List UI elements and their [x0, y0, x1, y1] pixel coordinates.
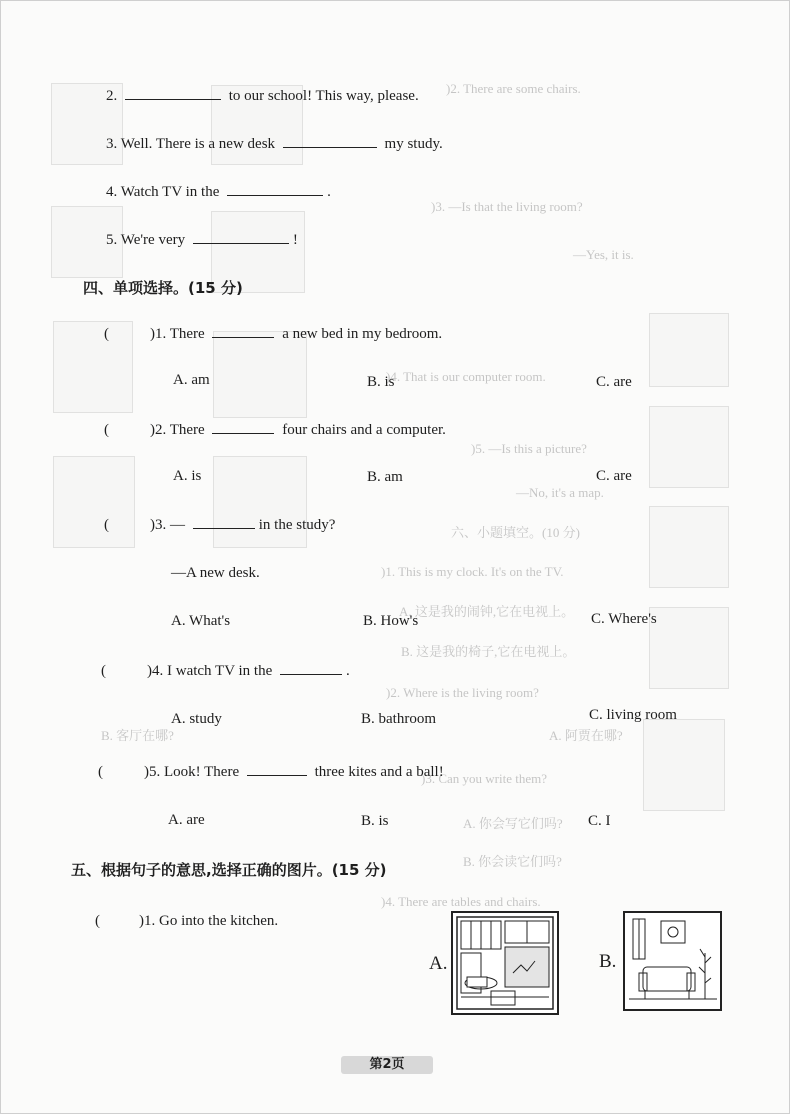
- answer-blank[interactable]: [193, 516, 255, 529]
- bleed-text: A. 这是我的闹钟,它在电视上。: [399, 604, 575, 619]
- answer-blank[interactable]: [212, 325, 274, 338]
- answer-paren[interactable]: (: [98, 764, 103, 780]
- answer-paren[interactable]: (: [104, 517, 109, 533]
- option-a[interactable]: A. What's: [171, 613, 231, 629]
- bleed-text: )1. This is my clock. It's on the TV.: [381, 564, 564, 579]
- answer-paren[interactable]: (: [95, 913, 100, 929]
- bleed-text: )5. —Is this a picture?: [471, 441, 587, 456]
- bleed-text: —No, it's a map.: [516, 485, 604, 500]
- bleed-picture: [649, 506, 729, 588]
- item-number: 4.: [106, 184, 118, 200]
- kitchen-picture[interactable]: [451, 911, 559, 1015]
- answer-blank[interactable]: [247, 763, 307, 776]
- bleed-text: )4. There are tables and chairs.: [381, 894, 541, 909]
- option-a[interactable]: A. are: [168, 812, 205, 828]
- bleed-picture: [649, 607, 729, 689]
- fill-blank-item: [106, 183, 331, 201]
- bleed-text: )3. —Is that the living room?: [431, 199, 583, 214]
- answer-paren[interactable]: (: [104, 326, 109, 342]
- option-c[interactable]: C. living room: [589, 707, 677, 723]
- question-item: [104, 516, 335, 534]
- bleed-picture: [643, 719, 725, 811]
- item-text: .: [327, 184, 331, 200]
- option-b[interactable]: B. is: [361, 813, 389, 829]
- bleed-text: A. 你会写它们吗?: [463, 816, 563, 831]
- fill-blank-item: [106, 87, 419, 105]
- question-prompt: )5. Look! There: [144, 764, 240, 780]
- item-text: my study.: [384, 136, 443, 152]
- answer-blank[interactable]: [283, 135, 377, 148]
- bleed-text: )2. There are some chairs.: [446, 81, 581, 96]
- question-prompt: )4. I watch TV in the: [147, 663, 273, 679]
- living-room-picture[interactable]: [623, 911, 722, 1011]
- question-prompt: )1. There: [150, 326, 205, 342]
- question-prompt: )3. —: [150, 517, 185, 533]
- question-item: [101, 662, 350, 680]
- question-text: three kites and a ball!: [314, 764, 444, 780]
- bleed-text: B. 这是我的椅子,它在电视上。: [401, 644, 576, 659]
- option-b[interactable]: B. am: [367, 469, 403, 485]
- answer-paren[interactable]: (: [104, 422, 109, 438]
- choice-a-label: A.: [429, 953, 448, 974]
- section-heading: 五、根据句子的意思,选择正确的图片。(15 分): [71, 861, 387, 879]
- question-item: [98, 763, 444, 781]
- bleed-text: A. 阿贾在哪?: [549, 728, 623, 743]
- bleed-text: 六、小题填空。(10 分): [451, 525, 580, 540]
- item-text: Well. There is a new desk: [120, 136, 276, 152]
- item-text: Watch TV in the: [120, 184, 220, 200]
- option-a[interactable]: A. am: [173, 372, 210, 388]
- dialogue-answer: —A new desk.: [171, 565, 260, 581]
- item-text: !: [292, 232, 298, 248]
- bleed-picture: [649, 313, 729, 387]
- section-heading: 四、单项选择。(15 分): [83, 279, 243, 297]
- item-number: 2.: [106, 88, 118, 104]
- option-b[interactable]: B. is: [367, 374, 395, 390]
- bleed-text: B. 客厅在哪?: [101, 728, 174, 743]
- bleed-text: )2. Where is the living room?: [386, 685, 539, 700]
- question-prompt: )2. There: [150, 422, 205, 438]
- option-a[interactable]: A. is: [173, 468, 202, 484]
- question-text: four chairs and a computer.: [282, 422, 446, 438]
- question-item: [104, 325, 442, 343]
- bleed-picture: [213, 456, 307, 548]
- item-text: We're very: [120, 232, 186, 248]
- choice-b-label: B.: [599, 951, 617, 972]
- question-text: a new bed in my bedroom.: [282, 326, 443, 342]
- answer-blank[interactable]: [125, 87, 221, 100]
- question-text: .: [346, 663, 350, 679]
- bleed-text: )4. That is our computer room.: [386, 369, 546, 384]
- option-c[interactable]: C. are: [596, 468, 632, 484]
- question-item: [95, 913, 278, 930]
- answer-blank[interactable]: [280, 662, 342, 675]
- question-item: [104, 421, 446, 439]
- fill-blank-item: [106, 231, 298, 249]
- option-a[interactable]: A. study: [171, 711, 222, 727]
- option-b[interactable]: B. bathroom: [361, 711, 436, 727]
- fill-blank-item: [106, 135, 443, 153]
- answer-blank[interactable]: [193, 231, 289, 244]
- living-room-drawing: [625, 913, 720, 1009]
- question-text: in the study?: [258, 517, 336, 533]
- option-b[interactable]: B. How's: [363, 613, 419, 629]
- bleed-picture: [53, 456, 135, 548]
- answer-blank[interactable]: [212, 421, 274, 434]
- option-c[interactable]: C. are: [596, 374, 632, 390]
- question-prompt: )1. Go into the kitchen.: [139, 913, 279, 929]
- item-text: to our school! This way, please.: [228, 88, 419, 104]
- item-number: 5.: [106, 232, 118, 248]
- bleed-picture: [213, 331, 307, 418]
- page-number: 第2页: [341, 1056, 433, 1074]
- option-c[interactable]: C. Where's: [591, 611, 657, 627]
- bleed-picture: [649, 406, 729, 488]
- option-c[interactable]: C. I: [588, 813, 611, 829]
- kitchen-drawing: [453, 913, 557, 1013]
- bleed-text: )3. Can you write them?: [421, 771, 547, 786]
- item-number: 3.: [106, 136, 118, 152]
- answer-blank[interactable]: [227, 183, 323, 196]
- answer-paren[interactable]: (: [101, 663, 106, 679]
- bleed-text: B. 你会读它们吗?: [463, 854, 562, 869]
- bleed-text: —Yes, it is.: [573, 247, 634, 262]
